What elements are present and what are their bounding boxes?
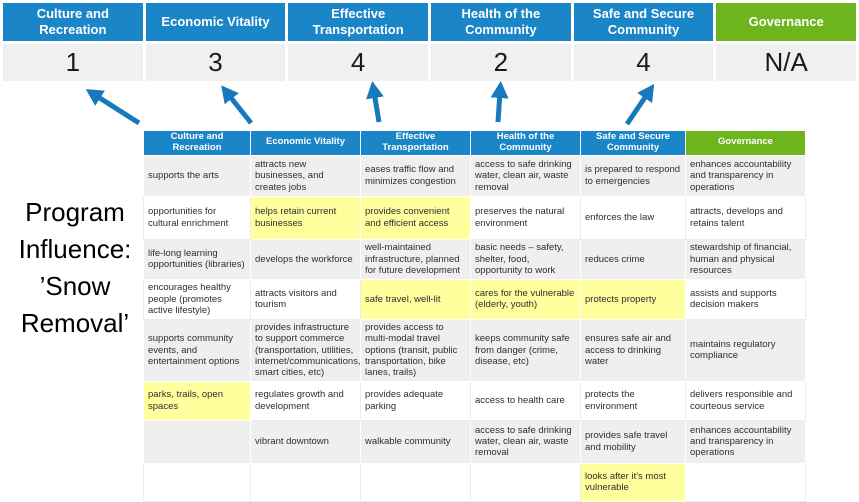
matrix-cell: maintains regulatory compliance — [686, 319, 806, 381]
matrix-cell: access to safe drinking water, clean air, waste removal — [471, 420, 581, 463]
table-row — [144, 319, 806, 381]
matrix-column-header-governance: Governance — [686, 131, 806, 156]
up-arrow-icon — [228, 94, 251, 123]
table-row — [144, 279, 806, 319]
matrix-cell: opportunities for cultural enrichment — [144, 196, 251, 239]
matrix-cell: provides safe travel and mobility — [581, 420, 686, 463]
matrix-cell: reduces crime — [581, 239, 686, 279]
matrix-cell: vibrant downtown — [251, 420, 361, 463]
matrix-cell: helps retain current businesses — [251, 196, 361, 239]
matrix-cell: provides infrastructure to support commerce (transportation, utilities, internet/communications, smart cities, etc) — [251, 319, 361, 381]
matrix-cell: attracts new businesses, and creates jobs — [251, 155, 361, 196]
matrix-cell: supports community events, and entertainment options — [144, 319, 251, 381]
matrix-cell: enhances accountability and transparency in operations — [686, 155, 806, 196]
priority-score: N/A — [716, 44, 856, 81]
matrix-cell: protects property — [581, 279, 686, 319]
matrix-cell: attracts, develops and retains talent — [686, 196, 806, 239]
matrix-cell: enhances accountability and transparency in operations — [686, 420, 806, 463]
matrix-cell: stewardship of financial, human and physical resources — [686, 239, 806, 279]
table-row — [144, 196, 806, 239]
matrix-cell: provides convenient and efficient access — [361, 196, 471, 239]
matrix-cell: preserves the natural environment — [471, 196, 581, 239]
matrix-cell: ensures safe air and access to drinking water — [581, 319, 686, 381]
priority-score-strip — [3, 3, 856, 81]
matrix-cell — [144, 420, 251, 463]
up-arrow-icon — [498, 92, 500, 122]
matrix-cell: delivers responsible and courteous service — [686, 381, 806, 420]
matrix-cell: parks, trails, open spaces — [144, 381, 251, 420]
matrix-column-header: Economic Vitality — [251, 131, 361, 156]
table-row — [144, 155, 806, 196]
priority-header-health-of-the-community: Health of the Community — [431, 3, 571, 41]
matrix-cell: access to safe drinking water, clean air, waste removal — [471, 155, 581, 196]
matrix-cell: provides adequate parking — [361, 381, 471, 420]
matrix-cell: access to health care — [471, 381, 581, 420]
matrix-cell — [361, 463, 471, 501]
priority-header-culture-and-recreation: Culture and Recreation — [3, 3, 143, 41]
matrix-cell: eases traffic flow and minimizes congestion — [361, 155, 471, 196]
matrix-column-header: Effective Transportation — [361, 131, 471, 156]
priority-header-economic-vitality: Economic Vitality — [146, 3, 286, 41]
priority-header-effective-transportation: Effective Transportation — [288, 3, 428, 41]
matrix-cell: basic needs – safety, shelter, food, opportunity to work — [471, 239, 581, 279]
matrix-cell: walkable community — [361, 420, 471, 463]
matrix-cell: protects the environment — [581, 381, 686, 420]
matrix-cell: supports the arts — [144, 155, 251, 196]
matrix-cell: life-long learning opportunities (libraries) — [144, 239, 251, 279]
priority-score: 2 — [431, 44, 571, 81]
table-row — [144, 239, 806, 279]
up-arrow-icon — [95, 95, 139, 123]
matrix-cell — [144, 463, 251, 501]
matrix-column-header: Culture and Recreation — [144, 131, 251, 156]
matrix-cell — [251, 463, 361, 501]
matrix-cell: cares for the vulnerable (elderly, youth) — [471, 279, 581, 319]
table-row — [144, 463, 806, 501]
matrix-header-row — [144, 131, 806, 156]
up-arrow-icon — [627, 93, 648, 124]
matrix-cell: develops the workforce — [251, 239, 361, 279]
matrix-cell: provides access to multi-modal travel options (transit, public transportation, bike lanes, trails) — [361, 319, 471, 381]
matrix-cell — [686, 463, 806, 501]
priority-header-governance: Governance — [716, 3, 856, 41]
matrix-body — [144, 155, 806, 501]
priority-score: 4 — [574, 44, 714, 81]
table-row — [144, 420, 806, 463]
up-arrow-icon — [374, 92, 379, 122]
matrix-cell: keeps community safe from danger (crime, disease, etc) — [471, 319, 581, 381]
matrix-cell: safe travel, well-lit — [361, 279, 471, 319]
matrix-cell: assists and supports decision makers — [686, 279, 806, 319]
matrix-column-header: Safe and Secure Community — [581, 131, 686, 156]
matrix-cell: enforces the law — [581, 196, 686, 239]
matrix-cell: attracts visitors and tourism — [251, 279, 361, 319]
program-influence-label: Program Influence: ’Snow Removal’ — [18, 197, 132, 338]
matrix-cell: regulates growth and development — [251, 381, 361, 420]
matrix-cell — [471, 463, 581, 501]
priority-score: 1 — [3, 44, 143, 81]
matrix-column-header: Health of the Community — [471, 131, 581, 156]
priority-header-safe-and-secure-community: Safe and Secure Community — [574, 3, 714, 41]
priority-score: 4 — [288, 44, 428, 81]
program-influence-table — [143, 130, 806, 502]
matrix-cell: well-maintained infrastructure, planned for future development — [361, 239, 471, 279]
priority-score: 3 — [146, 44, 286, 81]
table-row — [144, 381, 806, 420]
matrix-cell: is prepared to respond to emergencies — [581, 155, 686, 196]
matrix-cell: encourages healthy people (promotes active lifestyle) — [144, 279, 251, 319]
matrix-cell: looks after it's most vulnerable — [581, 463, 686, 501]
